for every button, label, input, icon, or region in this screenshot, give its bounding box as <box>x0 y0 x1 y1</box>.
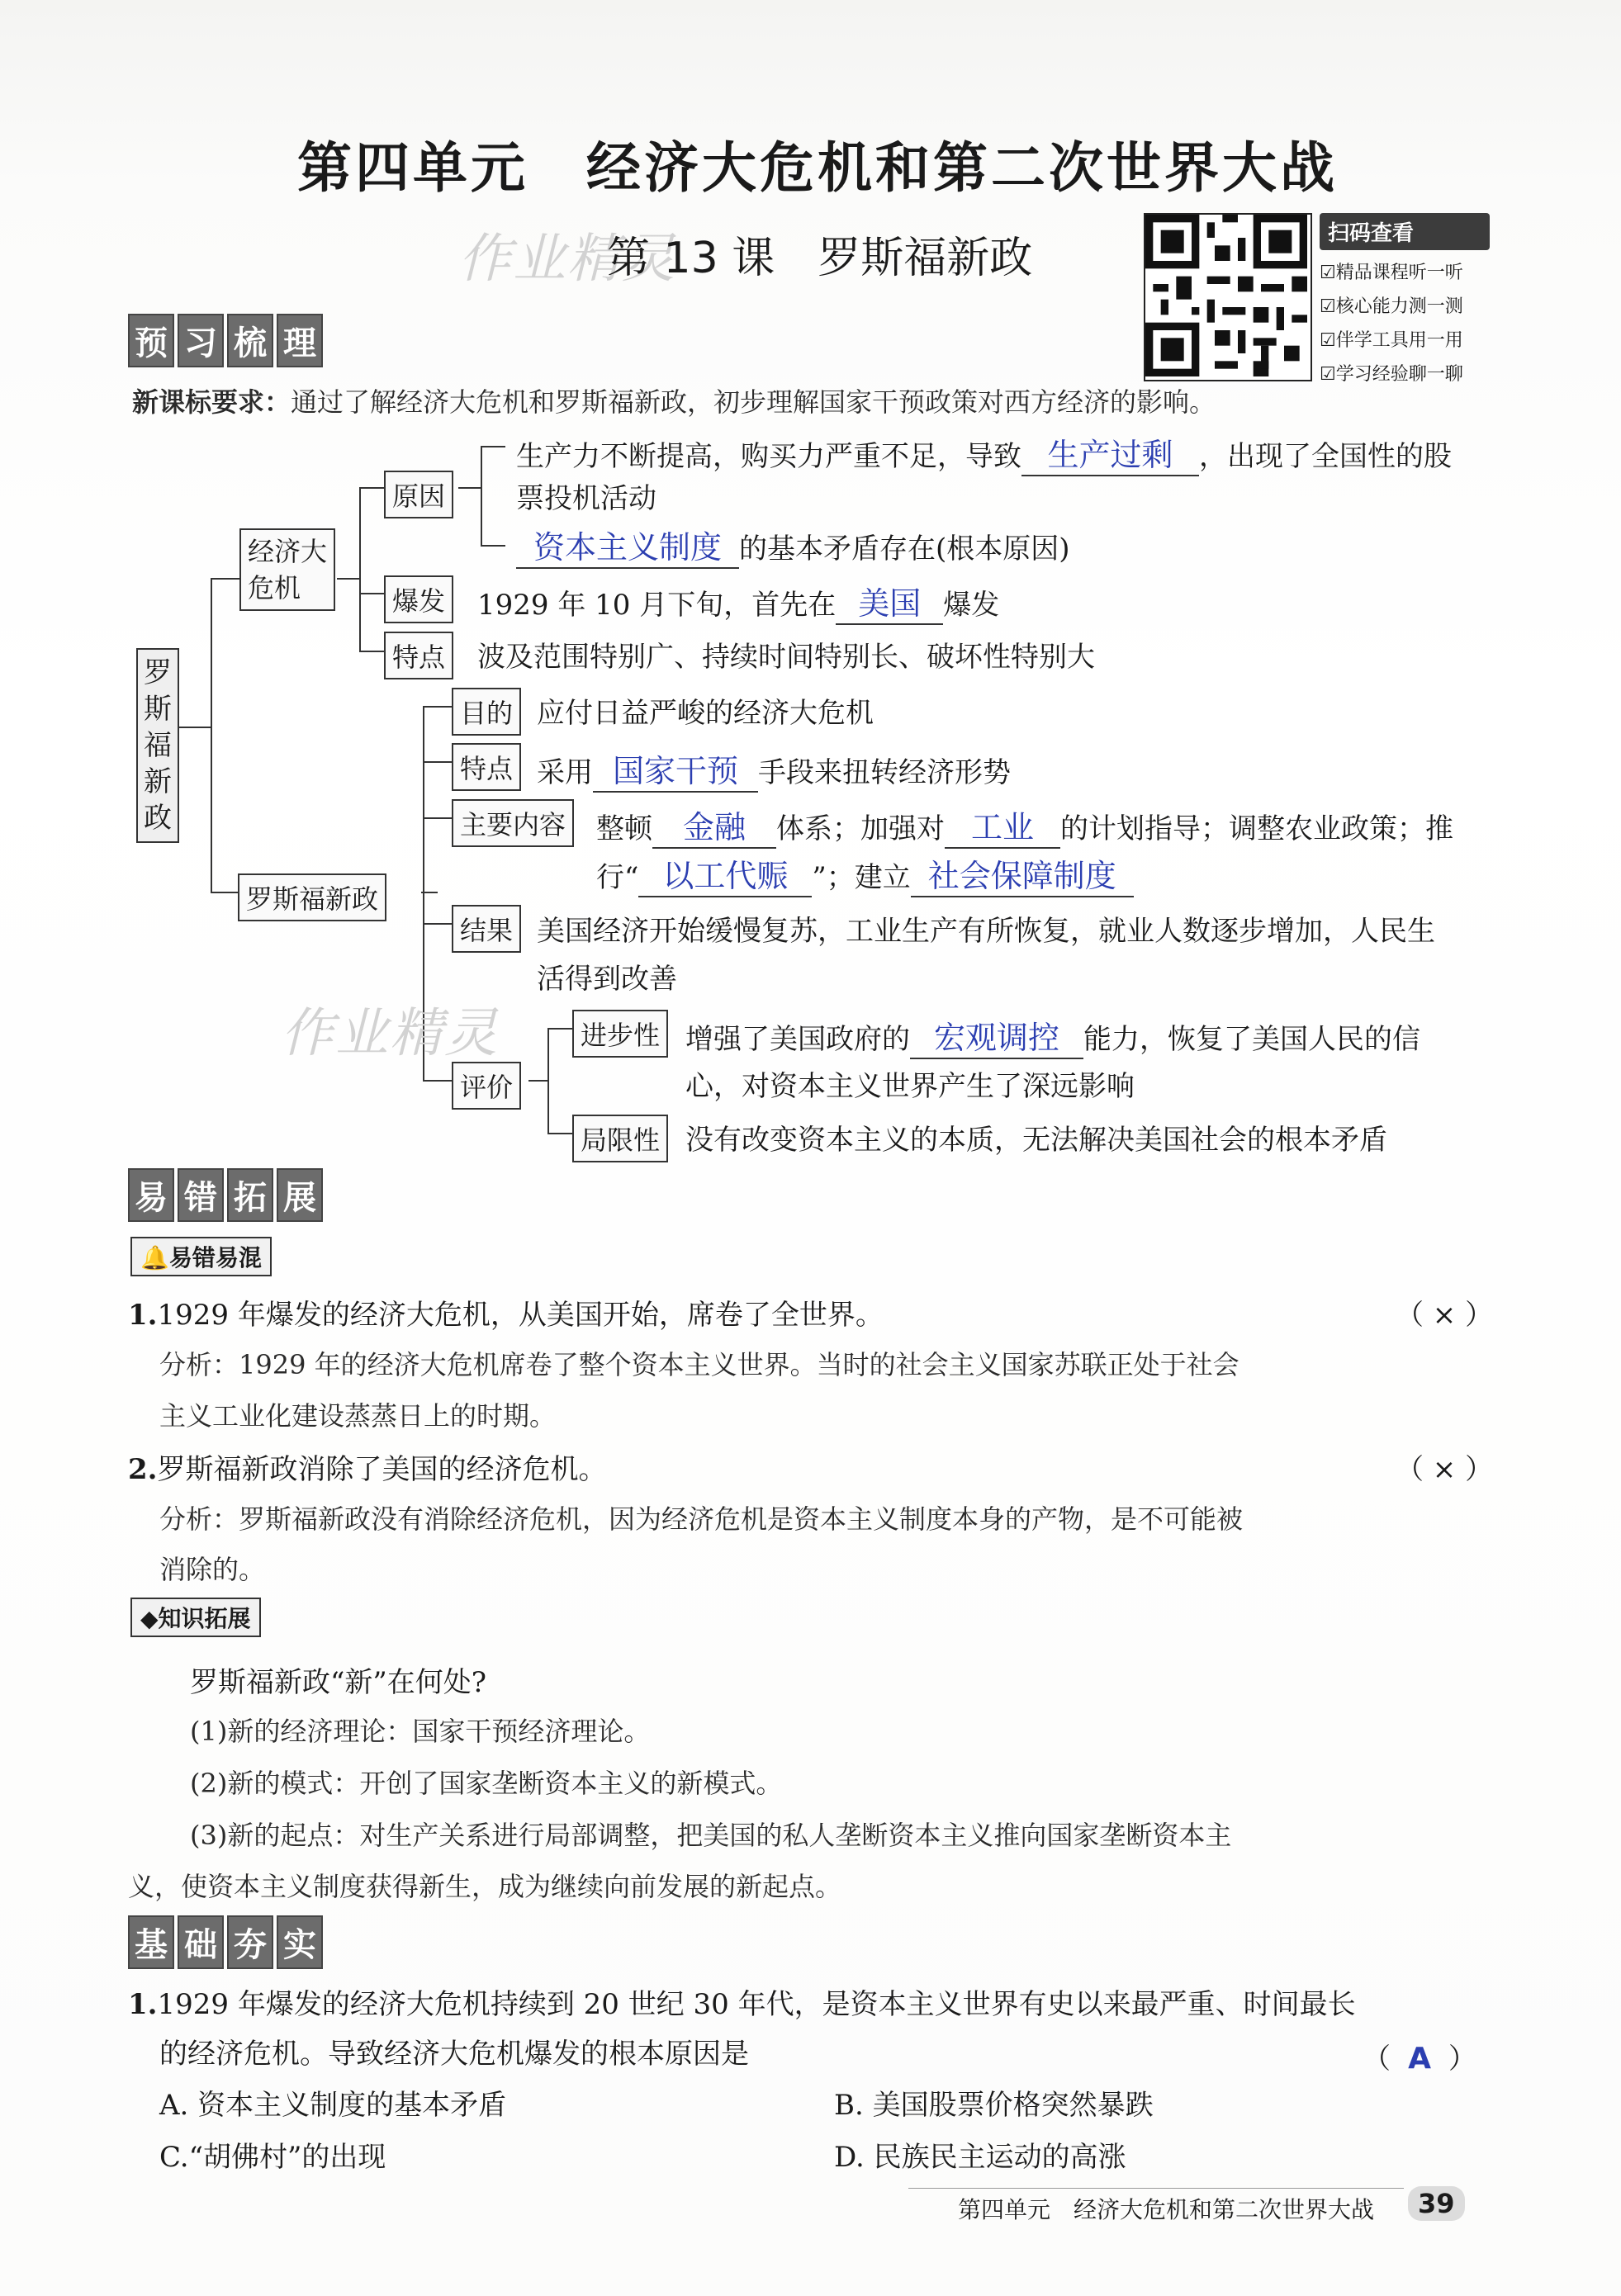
sub-section-errors: 🔔易错易混 <box>130 1237 272 1276</box>
answer-blank: 资本主义制度 <box>516 522 739 569</box>
answer-blank: 以工代赈 <box>638 850 812 897</box>
section-basics-title: 基 础 夯 实 <box>128 1915 326 1969</box>
scan-item: ☑核心能力测一测 <box>1320 296 1463 317</box>
feature-node: 特点 <box>384 632 453 679</box>
purpose-line: 应付日益严峻的经济大危机 <box>537 697 874 730</box>
tree-connector <box>481 446 505 447</box>
question-1: 1.1929 年爆发的经济大危机持续到 20 世纪 30 年代，是资本主义世界有史以来最严重、时间最长 <box>128 1988 1356 2021</box>
answer-blank: 生产过剩 <box>1021 429 1199 476</box>
tree-connector <box>359 651 384 652</box>
root-char: 罗 <box>144 656 172 689</box>
answer-blank: 宏观调控 <box>910 1012 1083 1059</box>
tree-connector <box>528 1080 549 1082</box>
tree-connector <box>423 1080 452 1082</box>
error-item-2: 2.罗斯福新政消除了美国的经济危机。 <box>128 1453 607 1486</box>
option-c[interactable]: C.“胡佛村”的出现 <box>159 2141 386 2174</box>
purpose-node: 目的 <box>452 688 521 736</box>
tree-connector <box>481 446 482 545</box>
result-node: 结果 <box>452 905 521 953</box>
content-line-2: 行“ 以工代赈 ”；建立 社会保障制度 <box>596 850 1134 897</box>
footer-unit: 第四单元 经济大危机和第二次世界大战 <box>958 2196 1375 2223</box>
option-d[interactable]: D. 民族民主运动的高涨 <box>834 2141 1126 2174</box>
tree-connector <box>359 593 384 594</box>
ext-point-2: (2)新的模式：开创了国家垄断资本主义的新模式。 <box>190 1768 783 1799</box>
content-node: 主要内容 <box>452 799 574 847</box>
error-item-1: 1.1929 年爆发的经济大危机，从美国开始，席卷了全世界。 <box>128 1299 884 1332</box>
cause-line-2: 票投机活动 <box>516 482 656 515</box>
tree-connector <box>547 1133 572 1134</box>
qr-code[interactable] <box>1144 213 1312 381</box>
answer-blank: 工业 <box>945 802 1060 849</box>
ext-point-3b: 义，使资本主义制度获得新生，成为继续向前发展的新起点。 <box>128 1871 842 1902</box>
cause-line-1: 生产力不断提高，购买力严重不足，导致 生产过剩 ，出现了全国性的股 <box>516 429 1452 476</box>
result-line-2: 活得到改善 <box>537 963 677 996</box>
bell-icon: 🔔 <box>140 1244 169 1271</box>
cause-line-3: 资本主义制度 的基本矛盾存在(根本原因) <box>516 522 1070 569</box>
error-analysis-2b: 消除的。 <box>159 1554 266 1585</box>
tree-connector <box>481 545 505 547</box>
page-number: 39 <box>1408 2186 1465 2221</box>
tree-connector <box>359 487 384 489</box>
tree-connector <box>423 923 452 925</box>
error-mark-1: （ × ） <box>1396 1299 1494 1332</box>
watermark: 作业精灵 <box>281 1003 499 1064</box>
scan-panel <box>1320 213 1490 386</box>
question-1-answer: （ A ） <box>1363 2042 1476 2076</box>
progress-node: 进步性 <box>572 1010 668 1058</box>
tree-connector <box>211 578 212 892</box>
error-analysis-1: 分析：1929 年的经济大危机席卷了整个资本主义世界。当时的社会主义国家苏联正处于社会 <box>159 1349 1239 1380</box>
outbreak-line: 1929 年 10 月下旬，首先在 美国 爆发 <box>477 578 999 625</box>
unit-title: 第四单元 经济大危机和第二次世界大战 <box>297 136 1338 200</box>
section-preview-title: 预 习 梳 理 <box>128 314 326 367</box>
cause-node: 原因 <box>384 471 453 518</box>
nd-feature-node: 特点 <box>452 743 521 791</box>
ext-question: 罗斯福新政“新”在何处? <box>190 1666 486 1699</box>
error-analysis-1b: 主义工业化建设蒸蒸日上的时期。 <box>159 1400 557 1432</box>
content-line-1: 整顿 金融 体系；加强对 工业 的计划指导；调整农业政策；推 <box>596 802 1453 849</box>
tree-connector <box>178 727 212 728</box>
tree-connector <box>211 578 239 580</box>
tree-connector <box>547 1028 549 1134</box>
scan-item: ☑精品课程听一听 <box>1320 263 1463 283</box>
footer-rule <box>908 2188 1404 2189</box>
tree-connector <box>211 892 239 893</box>
puzzle-icon: ◆ <box>140 1605 159 1632</box>
tree-root-node: 罗 斯 福 新 政 <box>136 648 179 843</box>
scan-title: 扫码查看 <box>1320 213 1490 250</box>
tree-connector <box>458 487 481 489</box>
answer-blank: 金融 <box>652 802 776 849</box>
option-b[interactable]: B. 美国股票价格突然暴跌 <box>834 2089 1154 2122</box>
option-a[interactable]: A. 资本主义制度的基本矛盾 <box>159 2089 507 2122</box>
sub-section-extension: ◆知识拓展 <box>130 1598 261 1637</box>
limit-line: 没有改变资本主义的本质，无法解决美国社会的根本矛盾 <box>685 1124 1387 1157</box>
ext-point-3: (3)新的起点：对生产关系进行局部调整，把美国的私人垄断资本主义推向国家垄断资本主 <box>190 1820 1232 1851</box>
qr-code-icon <box>1145 215 1307 376</box>
tree-connector <box>547 1028 572 1030</box>
error-analysis-2: 分析：罗斯福新政没有消除经济危机，因为经济危机是资本主义制度本身的产物，是不可能被 <box>159 1503 1244 1535</box>
tree-connector <box>423 706 452 708</box>
eval-node: 评价 <box>452 1062 521 1110</box>
watermark: 作业精灵 <box>458 229 676 290</box>
tree-connector <box>423 761 452 763</box>
outbreak-node: 爆发 <box>384 575 453 623</box>
tree-connector <box>423 817 452 819</box>
tree-connector <box>337 578 360 580</box>
tree-connector <box>359 487 361 652</box>
scan-item: ☑学习经验聊一聊 <box>1320 364 1463 385</box>
progress-line-2: 心，对资本主义世界产生了深远影响 <box>685 1070 1135 1103</box>
progress-line-1: 增强了美国政府的 宏观调控 能力，恢复了美国人民的信 <box>685 1012 1420 1059</box>
answer-blank: 社会保障制度 <box>911 850 1134 897</box>
crisis-node: 经济大 危机 <box>239 528 335 611</box>
answer-blank: 美国 <box>836 578 943 625</box>
requirement: 新课标要求：通过了解经济大危机和罗斯福新政，初步理解国家干预政策对西方经济的影响。 <box>132 386 1216 418</box>
limit-node: 局限性 <box>572 1115 668 1162</box>
scan-item: ☑伴学工具用一用 <box>1320 330 1463 351</box>
answer-blank: 国家干预 <box>593 746 758 793</box>
error-mark-2: （ × ） <box>1396 1453 1494 1486</box>
lesson-title: 第 13 课 罗斯福新政 <box>607 234 1033 283</box>
newdeal-node: 罗斯福新政 <box>238 873 386 921</box>
feature-line: 波及范围特别广、持续时间特别长、破坏性特别大 <box>477 641 1095 674</box>
question-1b: 的经济危机。导致经济大危机爆发的根本原因是 <box>159 2038 749 2071</box>
nd-feature-line: 采用 国家干预 手段来扭转经济形势 <box>537 746 1011 793</box>
section-errors-title: 易 错 拓 展 <box>128 1168 326 1222</box>
ext-point-1: (1)新的经济理论：国家干预经济理论。 <box>190 1716 651 1747</box>
result-line-1: 美国经济开始缓慢复苏，工业生产有所恢复，就业人数逐步增加，人民生 <box>537 915 1435 948</box>
